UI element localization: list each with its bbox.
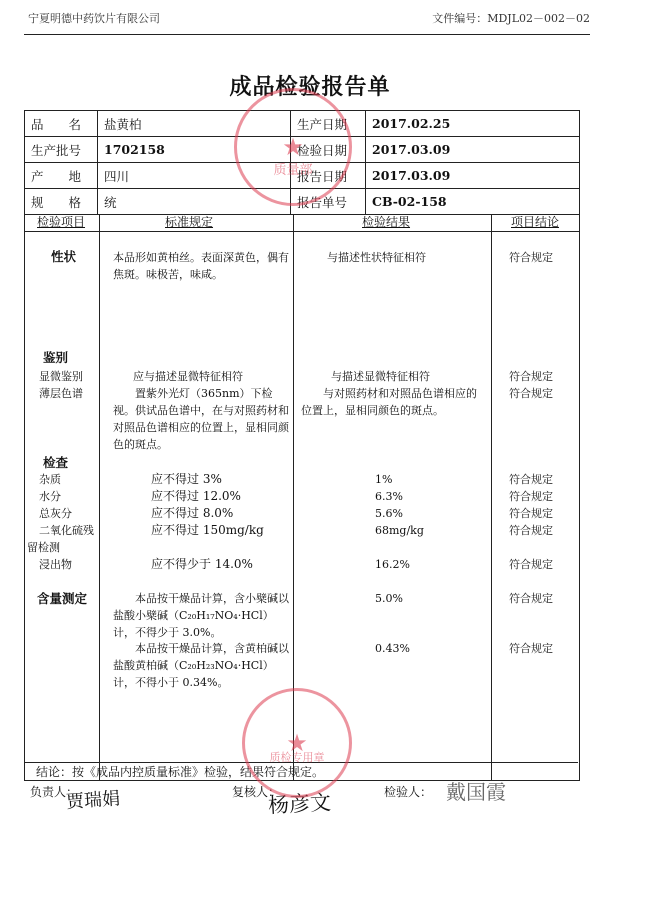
xingzhuang-standard: 本品形如黄柏丝。表面深黄色，偶有焦斑。味极苦，味咸。 — [113, 251, 289, 281]
report-no-value: CB-02-158 — [366, 189, 580, 215]
qc-seal-stamp — [242, 688, 352, 798]
report-date-label: 报告日期 — [291, 163, 366, 189]
spec-value: 统 — [98, 189, 291, 215]
spec-label: 规 格 — [25, 189, 98, 215]
origin-label: 产 地 — [25, 163, 98, 189]
company-name: 宁夏明德中药饮片有限公司 — [28, 12, 160, 25]
star-icon: ★ — [282, 133, 304, 161]
column-divider — [99, 214, 100, 780]
star-icon: ★ — [286, 729, 308, 757]
hanliang2-result: 0.43% — [375, 642, 410, 655]
hanliang1-standard: 本品按干燥品计算，含小檗碱以盐酸小檗碱（C₂₀H₁₇NO₄·HCl）计，不得少于 3.0%。 — [113, 592, 289, 639]
shuifen-standard: 应不得过 12.0% — [151, 489, 241, 503]
zazhi-item: 杂质 — [39, 473, 61, 486]
hanliang2-conclusion: 符合规定 — [509, 642, 553, 655]
bocheng-standard: 置紫外光灯（365nm）下检视。供试品色谱中，在与对照药材和对照品色谱相应的位置上，显相同颜色的斑点。 — [113, 387, 289, 451]
xianwei-standard: 应与描述显微特征相符 — [133, 370, 243, 383]
section-jiancha: 检查 — [43, 455, 69, 470]
section-jianbie: 鉴别 — [43, 350, 69, 365]
jinchuwu-item: 浸出物 — [39, 558, 72, 571]
origin-value: 四川 — [98, 163, 291, 189]
shuifen-item: 水分 — [39, 490, 61, 503]
header-item: 检验项目 — [37, 215, 86, 229]
zazhi-conclusion: 符合规定 — [509, 473, 553, 486]
so2-conclusion: 符合规定 — [509, 524, 553, 537]
stamp-dept: 质量部 — [273, 163, 313, 178]
report-no-label: 报告单号 — [291, 189, 366, 215]
product-value: 盐黄柏 — [98, 111, 291, 137]
column-divider — [491, 214, 492, 780]
prod-date-label: 生产日期 — [291, 111, 366, 137]
hanliang1-conclusion: 符合规定 — [509, 592, 553, 605]
file-number: 文件编号：MDJL02－002－02 — [432, 12, 590, 25]
bocheng-result: 与对照药材和对照品色谱相应的位置上，显相同颜色的斑点。 — [301, 387, 477, 417]
test-date-label: 检验日期 — [291, 137, 366, 163]
so2-item-line1: 二氧化硫残 — [39, 524, 94, 537]
so2-result: 68mg/kg — [375, 524, 424, 537]
responsible-label: 负责人： — [30, 785, 79, 799]
shuifen-conclusion: 符合规定 — [509, 490, 553, 503]
xianwei-conclusion: 符合规定 — [509, 370, 553, 383]
bocheng-conclusion: 符合规定 — [509, 387, 553, 400]
batch-label: 生产批号 — [25, 137, 98, 163]
so2-item-line2: 留检测 — [27, 541, 60, 554]
hanliang2-standard: 本品按干燥品计算，含黄柏碱以盐酸黄柏碱（C₂₀H₂₃NO₄·HCl）计，不得小于 0.34%。 — [113, 642, 289, 689]
xianwei-item: 显微鉴别 — [39, 370, 83, 383]
xingzhuang-conclusion: 符合规定 — [509, 251, 553, 264]
prod-date-value: 2017.02.25 — [366, 111, 580, 137]
xingzhuang-result: 与描述性状特征相符 — [327, 251, 426, 264]
bocheng-item: 薄层色谱 — [39, 387, 83, 400]
hanliang1-result: 5.0% — [375, 592, 403, 605]
inspector-label: 检验人： — [384, 785, 433, 799]
so2-standard: 应不得过 150mg/kg — [151, 523, 264, 537]
xianwei-result: 与描述显微特征相符 — [331, 370, 430, 383]
jinchuwu-result: 16.2% — [375, 558, 410, 571]
test-date-value: 2017.03.09 — [366, 137, 580, 163]
reviewer-signature: 杨彦文 — [267, 790, 332, 818]
shuifen-result: 6.3% — [375, 490, 403, 503]
header-result: 检验结果 — [362, 215, 411, 229]
header-conclusion: 项目结论 — [511, 215, 560, 229]
page-title: 成品检验报告单 — [229, 74, 391, 100]
jinchuwu-standard: 应不得少于 14.0% — [151, 557, 253, 571]
inspector-signature: 戴国霞 — [446, 780, 506, 804]
zonghuifen-conclusion: 符合规定 — [509, 507, 553, 520]
stamp-dept: 质检专用章 — [269, 751, 325, 764]
batch-value: 1702158 — [98, 137, 291, 163]
section-hanliang: 含量测定 — [37, 591, 88, 606]
zonghuifen-standard: 应不得过 8.0% — [151, 506, 234, 520]
page-header — [24, 14, 590, 35]
reviewer-label: 复核人： — [232, 785, 281, 799]
conclusion-text: 结论：按《成品内控质量标准》检验，结果符合规定。 — [36, 765, 325, 779]
jinchuwu-conclusion: 符合规定 — [509, 558, 553, 571]
responsible-signature: 贾瑞娟 — [65, 788, 121, 813]
header-standard: 标准规定 — [165, 215, 214, 229]
quality-department-stamp — [234, 88, 352, 206]
product-label: 品 名 — [25, 111, 98, 137]
report-date-value: 2017.03.09 — [366, 163, 580, 189]
zonghuifen-item: 总灰分 — [39, 507, 72, 520]
zonghuifen-result: 5.6% — [375, 507, 403, 520]
zazhi-standard: 应不得过 3% — [151, 472, 222, 486]
header-divider — [25, 231, 579, 232]
zazhi-result: 1% — [375, 473, 393, 486]
section-xingzhuang: 性状 — [51, 249, 77, 264]
